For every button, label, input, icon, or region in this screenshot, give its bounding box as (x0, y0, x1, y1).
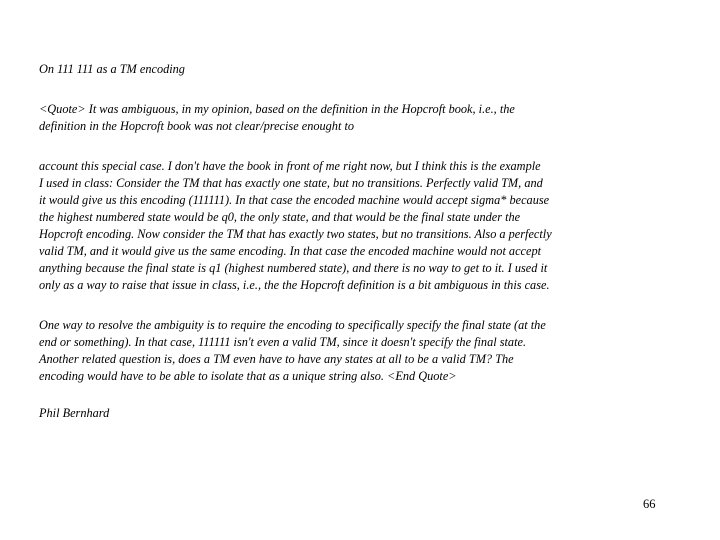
text-line: Phil Bernhard (39, 406, 110, 420)
text-line: encoding would have to be able to isolate that as a unique string also. <End Quote> (39, 369, 457, 383)
resolution-paragraph (39, 317, 639, 385)
quote-body-paragraph (39, 158, 639, 294)
author-signature (39, 405, 639, 422)
quote-intro-paragraph (39, 101, 639, 135)
text-line: Another related question is, does a TM even have to have any states at all to be a valid TM? The (39, 352, 514, 366)
text-line: the highest numbered state would be q0, the only state, and that would be the final state under the (39, 210, 521, 224)
text-line: Hopcroft encoding. Now consider the TM that has exactly two states, but no transitions. Also a perfectly (39, 227, 552, 241)
text-line: One way to resolve the ambiguity is to require the encoding to specifically specify the final state (at the (39, 318, 546, 332)
text-line: it would give us this encoding (111111). In that case the encoded machine would accept sigma* because (39, 193, 550, 207)
text-line: valid TM, and it would give us the same encoding. In that case the encoded machine would not accept (39, 244, 542, 258)
text-line: account this special case. I don't have the book in front of me right now, but I think this is the example (39, 159, 541, 173)
slide-title (39, 61, 639, 78)
text-line: anything because the final state is q1 (highest numbered state), and there is no way to get to it. I used it (39, 261, 548, 275)
text-line: <Quote> It was ambiguous, in my opinion, based on the definition in the Hopcroft book, i.e., the (39, 102, 515, 116)
text-line: only as a way to raise that issue in class, i.e., the the Hopcroft definition is a bit ambiguous in this case. (39, 278, 550, 292)
text-line: On 111 111 as a TM encoding (39, 62, 185, 76)
text-line: I used in class: Consider the TM that has exactly one state, but no transitions. Perfectly valid TM, and (39, 176, 543, 190)
page-number: 66 (643, 497, 656, 511)
text-line: definition in the Hopcroft book was not clear/precise enought to (39, 119, 355, 133)
text-line: end or something). In that case, 111111 isn't even a valid TM, since it doesn't specify the final state. (39, 335, 527, 349)
